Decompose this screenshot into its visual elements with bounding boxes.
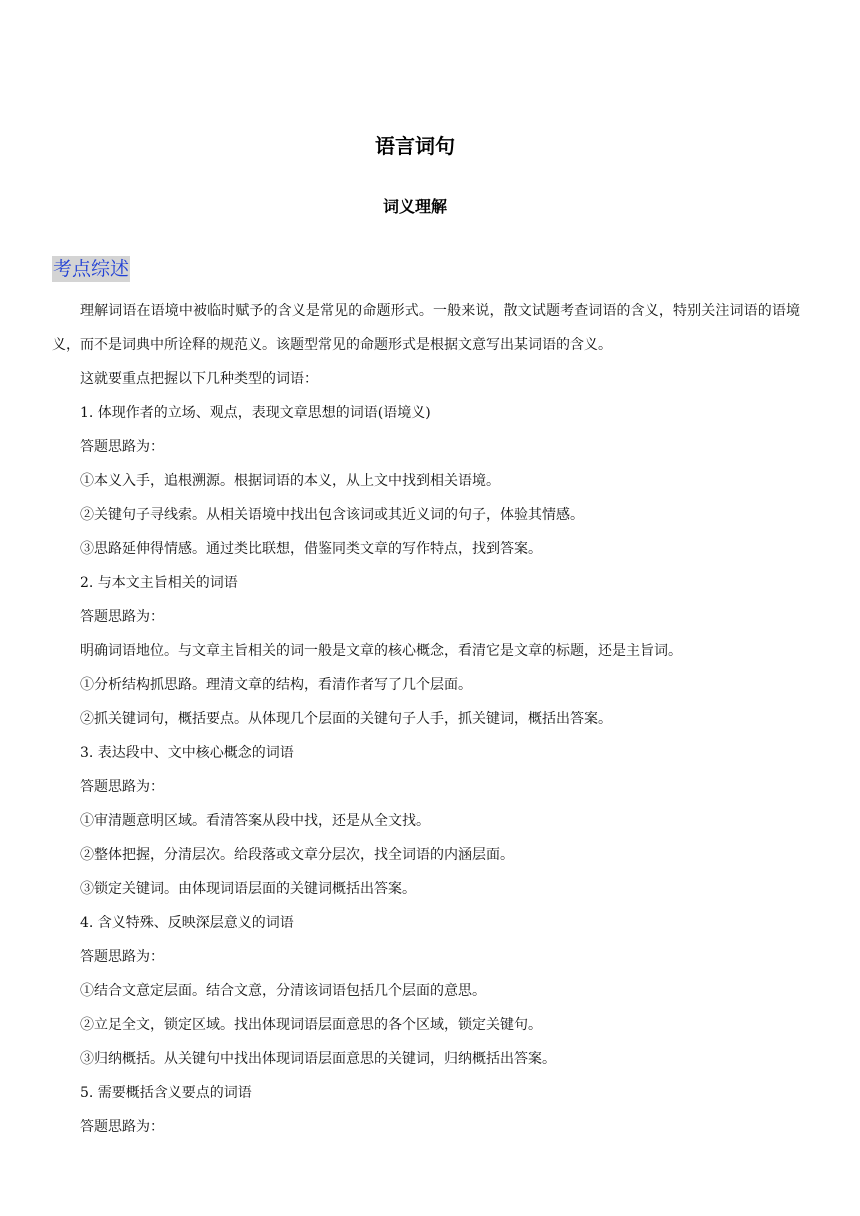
list-item: 答题思路为：: [80, 1119, 164, 1135]
document-title: 语言词句: [375, 134, 455, 158]
list-item: 5. 需要概括含义要点的词语: [80, 1085, 252, 1101]
list-item: 答题思路为：: [80, 609, 164, 625]
list-item: ②立足全文，锁定区域。找出体现词语层面意思的各个区域，锁定关键句。: [80, 1017, 542, 1033]
list-item: ③归纳概括。从关键句中找出体现词语层面意思的关键词，归纳概括出答案。: [80, 1051, 556, 1067]
list-item: ②整体把握，分清层次。给段落或文章分层次，找全词语的内涵层面。: [80, 847, 514, 863]
list-item: 2. 与本文主旨相关的词语: [80, 575, 238, 591]
list-item: ③思路延伸得情感。通过类比联想，借鉴同类文章的写作特点，找到答案。: [80, 541, 542, 557]
list-item: 答题思路为：: [80, 779, 164, 795]
list-item: ②抓关键词句，概括要点。从体现几个层面的关键句子人手，抓关键词，概括出答案。: [80, 711, 612, 727]
document-subtitle: 词义理解: [382, 197, 447, 216]
list-item: 明确词语地位。与文章主旨相关的词一般是文章的核心概念，看清它是文章的标题，还是主旨词。: [80, 643, 682, 659]
list-item: ①分析结构抓思路。理清文章的结构，看清作者写了几个层面。: [80, 677, 472, 693]
document-body: [52, 294, 800, 1144]
section-heading: 考点综述: [53, 258, 130, 280]
list-item: ②关键句子寻线索。从相关语境中找出包含该词或其近义词的句子，体验其情感。: [80, 507, 584, 523]
lead-paragraph: 这就要重点把握以下几种类型的词语：: [80, 371, 318, 387]
list-item: 答题思路为：: [80, 949, 164, 965]
list-item: 答题思路为：: [80, 439, 164, 455]
list-item: ①结合文意定层面。结合文意，分清该词语包括几个层面的意思。: [80, 983, 486, 999]
list-item: 1. 体现作者的立场、观点，表现文章思想的词语(语境义): [80, 405, 431, 421]
list-item: ③锁定关键词。由体现词语层面的关键词概括出答案。: [80, 881, 416, 897]
list-item: ①审清题意明区域。看清答案从段中找，还是从全文找。: [80, 813, 430, 829]
intro-paragraph: 理解词语在语境中被临时赋予的含义是常见的命题形式。一般来说，散文试题考查词语的含义，特别关注词语的语境义，而不是词典中所诠释的规范义。该题型常见的命题形式是根据文意写出某词语的含义。: [52, 303, 800, 353]
list-item: 3. 表达段中、文中核心概念的词语: [80, 745, 294, 761]
list-item: 4. 含义特殊、反映深层意义的词语: [80, 915, 294, 931]
list-item: ①本义入手，追根溯源。根据词语的本义，从上文中找到相关语境。: [80, 473, 500, 489]
